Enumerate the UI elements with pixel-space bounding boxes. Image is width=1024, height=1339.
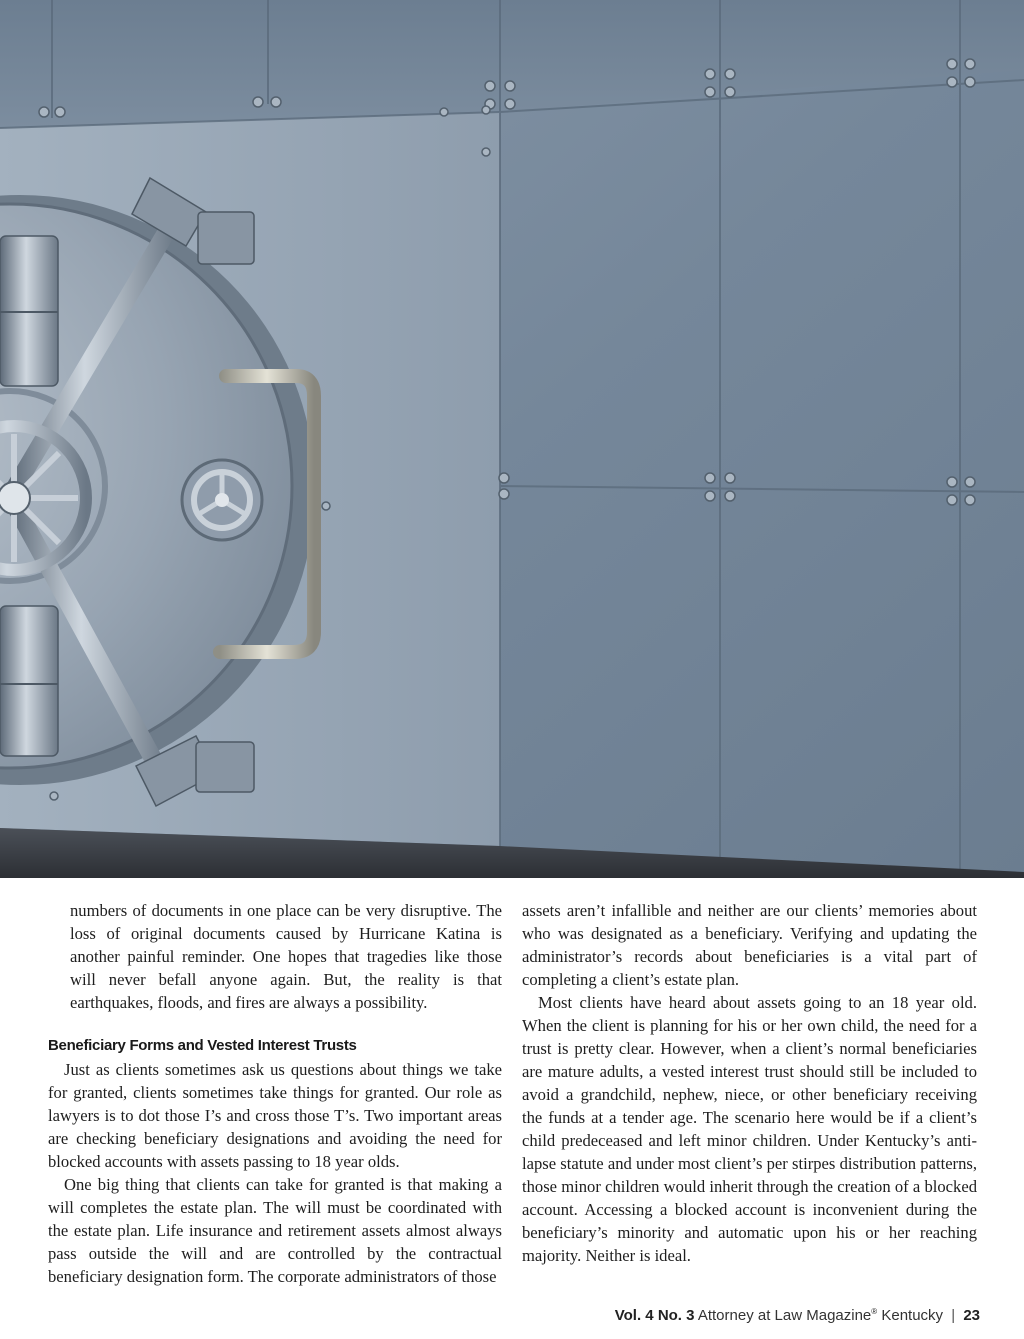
publication-name: Attorney at Law Magazine <box>697 1307 872 1324</box>
article-paragraph: Just as clients sometimes ask us questions about things we take for granted, clients sometimes take things for granted. Our role as lawyers is to dot those I’s and cross those T’s. Two important areas are checking beneficiary designations and avoiding the need for blocked accounts with assets passing to 18 year olds. <box>48 1060 502 1171</box>
publication-region: Kentucky <box>881 1307 944 1324</box>
article-paragraph: assets aren’t infallible and neither are our clients’ memories about who was designated as a beneficiary. Verifying and updating the administrator’s records about beneficiaries is a vital part of completing a client’s estate plan. <box>522 901 977 989</box>
article-paragraph: Most clients have heard about assets going to an 18 year old. When the client is planning for his or her own child, the need for a trust is pretty clear. However, when a client’s normal beneficiaries are mature adults, a vested interest trust should still be included to avoid a grandchild, nephew, niece, or other beneficiary receiving the funds at a tender age. The scenario here would be if a client’s child predeceased and left minor children. Under Kentucky’s anti-lapse statute and under most client’s per stirpes distribution patterns, those minor children would inherit through the creation of a blocked account. Accessing a blocked account is inconvenient during the beneficiary’s minority and automatic upon his or her reaching majority. Neither is ideal. <box>522 993 977 1265</box>
page-number: 23 <box>963 1307 980 1324</box>
issue-volume: Vol. 4 No. 3 <box>614 1307 695 1324</box>
article-left-column <box>48 899 502 1288</box>
page-footer <box>615 1307 980 1324</box>
article-paragraph: numbers of documents in one place can be very disruptive. The loss of original documents caused by Hurricane Katina is another painful reminder. One hopes that tragedies like those will never befall anyone again. But, the reality is that earthquakes, floods, and fires are always a possibility. <box>70 901 502 1012</box>
article-paragraph: One big thing that clients can take for granted is that making a will completes the estate plan. The will must be coordinated with the estate plan. Life insurance and retirement assets almost always pass outside the will and are controlled by the contractual beneficiary designation form. The corporate administrators of those <box>48 1175 502 1286</box>
article-right-column <box>522 899 977 1267</box>
section-heading: Beneficiary Forms and Vested Interest Trusts <box>48 1037 357 1054</box>
footer-separator: | <box>951 1307 956 1324</box>
registered-mark: ® <box>871 1307 878 1316</box>
